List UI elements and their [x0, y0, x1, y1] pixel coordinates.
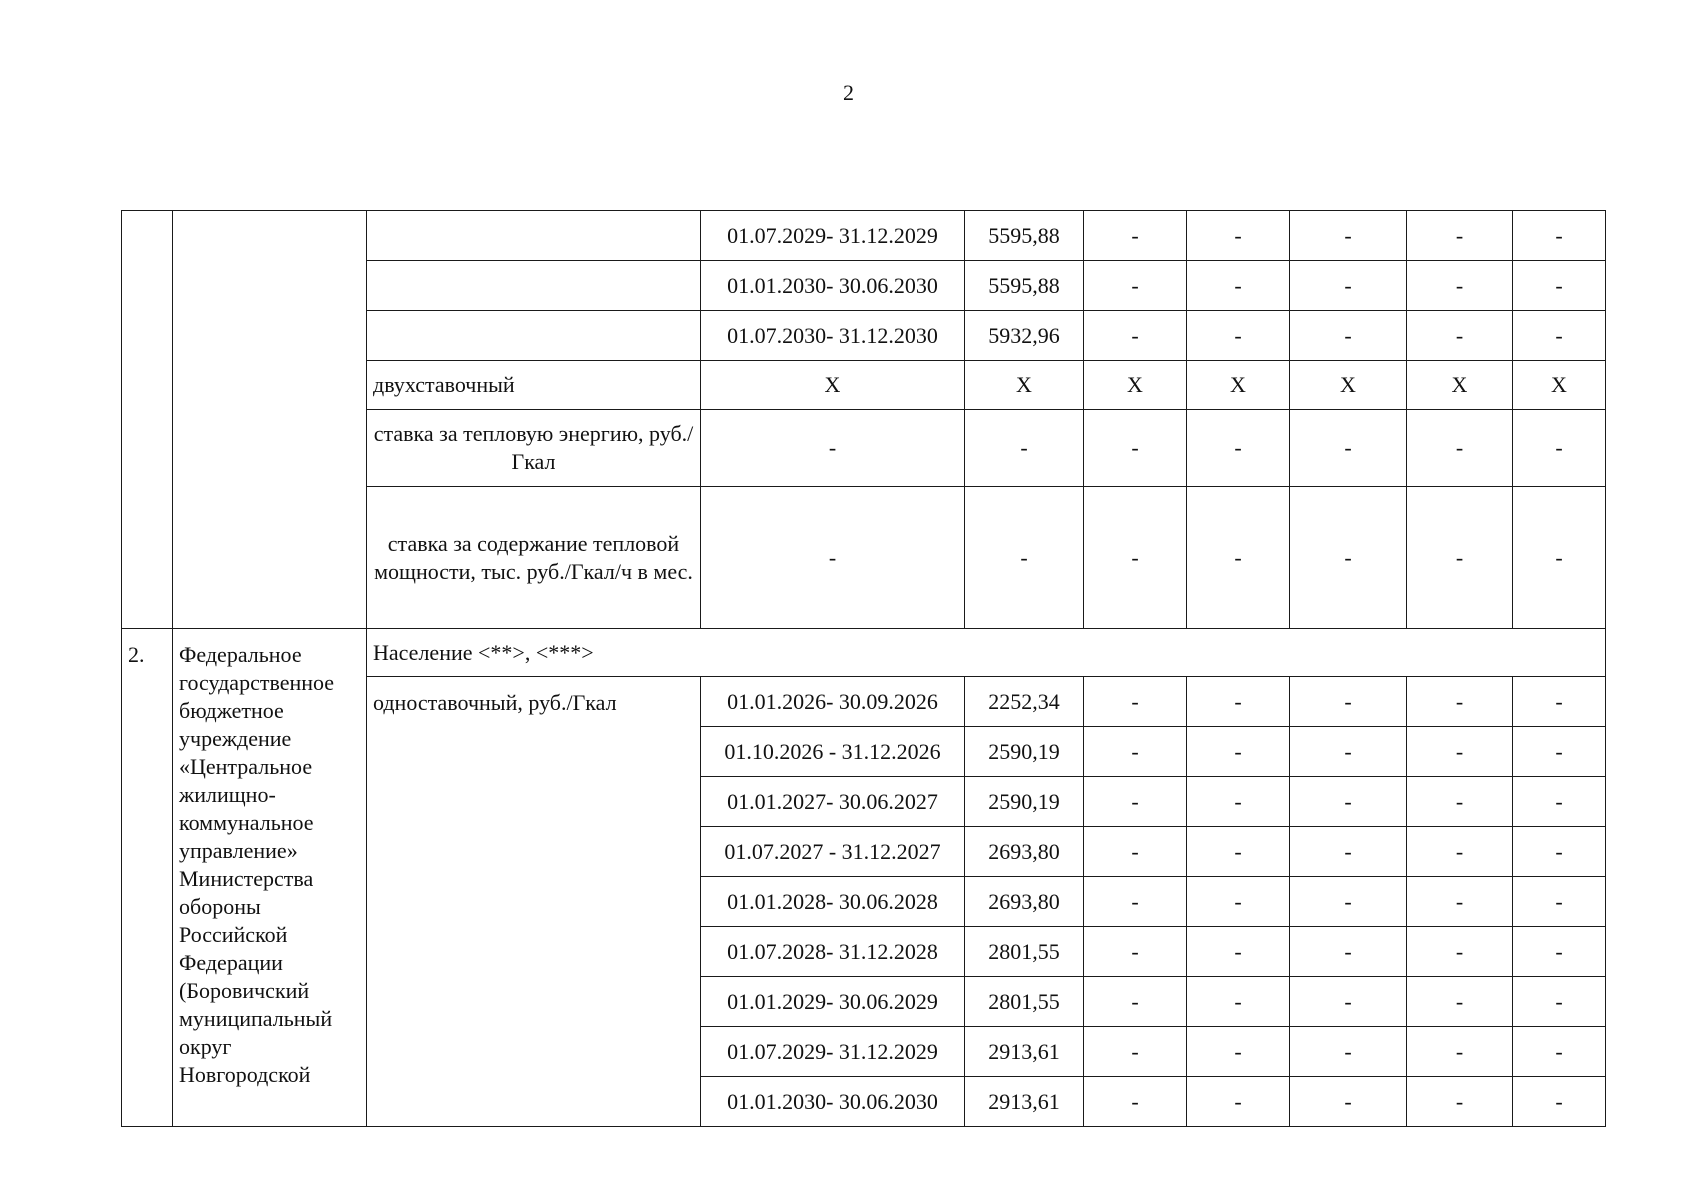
two-rate-label: двухставочный	[367, 361, 701, 410]
dash-cell: -	[1084, 410, 1187, 487]
dash-cell: -	[1513, 211, 1606, 261]
dash-cell: -	[1290, 261, 1407, 311]
dash-cell: -	[1187, 977, 1290, 1027]
x-cell: X	[1407, 361, 1513, 410]
period-cell: 01.10.2026 - 31.12.2026	[701, 727, 965, 777]
dash-cell: -	[1084, 827, 1187, 877]
dash-cell: -	[1407, 827, 1513, 877]
dash-cell: -	[1513, 410, 1606, 487]
number-cell	[122, 211, 173, 629]
dash-cell: -	[1513, 727, 1606, 777]
dash-cell: -	[1290, 777, 1407, 827]
dash-cell: -	[1084, 777, 1187, 827]
dash-cell: -	[1187, 211, 1290, 261]
dash-cell: -	[1187, 727, 1290, 777]
x-cell: X	[1187, 361, 1290, 410]
dash-cell: -	[1407, 877, 1513, 927]
value-cell: 2913,61	[965, 1027, 1084, 1077]
dash-cell: -	[1290, 927, 1407, 977]
dash-cell: -	[1513, 927, 1606, 977]
dash-cell: -	[1187, 927, 1290, 977]
dash-cell: -	[1084, 727, 1187, 777]
dash-cell: -	[1290, 1077, 1407, 1127]
dash-cell: -	[1407, 1027, 1513, 1077]
dash-cell: -	[1187, 1077, 1290, 1127]
period-cell: 01.07.2029- 31.12.2029	[701, 211, 965, 261]
value-cell: 2252,34	[965, 677, 1084, 727]
dash-cell: -	[1407, 261, 1513, 311]
dash-cell: -	[1513, 877, 1606, 927]
period-cell: 01.01.2030- 30.06.2030	[701, 1077, 965, 1127]
dash-cell: -	[1407, 1077, 1513, 1127]
dash-cell: -	[701, 410, 965, 487]
dash-cell: -	[1290, 311, 1407, 361]
dash-cell: -	[1084, 677, 1187, 727]
dash-cell: -	[1407, 677, 1513, 727]
dash-cell: -	[1084, 487, 1187, 629]
value-cell: 5932,96	[965, 311, 1084, 361]
dash-cell: -	[1407, 927, 1513, 977]
value-cell: 2693,80	[965, 827, 1084, 877]
dash-cell: -	[1084, 1077, 1187, 1127]
dash-cell: -	[1187, 827, 1290, 877]
value-cell: 2801,55	[965, 977, 1084, 1027]
dash-cell: -	[1407, 727, 1513, 777]
dash-cell: -	[1407, 487, 1513, 629]
dash-cell: -	[1187, 487, 1290, 629]
dash-cell: -	[1290, 727, 1407, 777]
period-cell: 01.01.2028- 30.06.2028	[701, 877, 965, 927]
period-cell: 01.01.2027- 30.06.2027	[701, 777, 965, 827]
dash-cell: -	[1084, 1027, 1187, 1077]
table-row	[122, 629, 1606, 677]
dash-cell: -	[1407, 410, 1513, 487]
dash-cell: -	[701, 487, 965, 629]
dash-cell: -	[1513, 261, 1606, 311]
capacity-rate-label: ставка за содержание тепловой мощности, тыс. руб./Гкал/ч в мес.	[367, 487, 701, 629]
dash-cell: -	[1084, 977, 1187, 1027]
period-cell: 01.07.2028- 31.12.2028	[701, 927, 965, 977]
energy-rate-label: ставка за тепловую энергию, руб./Гкал	[367, 410, 701, 487]
consumer-group-label: Население <**>, <***>	[367, 629, 1606, 677]
period-cell: 01.01.2029- 30.06.2029	[701, 977, 965, 1027]
dash-cell: -	[1290, 1027, 1407, 1077]
dash-cell: -	[1084, 877, 1187, 927]
period-cell: 01.01.2030- 30.06.2030	[701, 261, 965, 311]
value-cell: 2590,19	[965, 777, 1084, 827]
dash-cell: -	[1187, 777, 1290, 827]
value-cell: 5595,88	[965, 211, 1084, 261]
dash-cell: -	[1513, 311, 1606, 361]
x-cell: X	[1084, 361, 1187, 410]
dash-cell: -	[1290, 410, 1407, 487]
dash-cell: -	[1513, 487, 1606, 629]
tariff-type-label: одноставочный, руб./Гкал	[367, 677, 701, 1127]
dash-cell: -	[1407, 977, 1513, 1027]
dash-cell: -	[1407, 777, 1513, 827]
page-number: 2	[843, 80, 854, 105]
x-cell: X	[701, 361, 965, 410]
dash-cell: -	[1407, 211, 1513, 261]
dash-cell: -	[1290, 877, 1407, 927]
dash-cell: -	[1084, 211, 1187, 261]
organization-name: Федеральное государственное бюджетное учреждение «Центральное жилищно-коммунальное управление» Министерства обороны Российской Федерации (Боровичский муниципальный округ Новгородской	[173, 629, 367, 1127]
value-cell: 2913,61	[965, 1077, 1084, 1127]
tariff-table	[121, 210, 1606, 1127]
dash-cell: -	[1187, 410, 1290, 487]
section-number: 2.	[122, 629, 173, 1127]
dash-cell: -	[1513, 677, 1606, 727]
dash-cell: -	[1084, 261, 1187, 311]
dash-cell: -	[1187, 1027, 1290, 1077]
dash-cell: -	[1290, 487, 1407, 629]
label-cell	[367, 211, 701, 261]
dash-cell: -	[1290, 211, 1407, 261]
x-cell: X	[965, 361, 1084, 410]
value-cell: 5595,88	[965, 261, 1084, 311]
period-cell: 01.07.2027 - 31.12.2027	[701, 827, 965, 877]
x-cell: X	[1513, 361, 1606, 410]
dash-cell: -	[1084, 311, 1187, 361]
dash-cell: -	[965, 487, 1084, 629]
x-cell: X	[1290, 361, 1407, 410]
period-cell: 01.07.2030- 31.12.2030	[701, 311, 965, 361]
period-cell: 01.07.2029- 31.12.2029	[701, 1027, 965, 1077]
dash-cell: -	[1290, 977, 1407, 1027]
dash-cell: -	[965, 410, 1084, 487]
dash-cell: -	[1513, 827, 1606, 877]
dash-cell: -	[1084, 927, 1187, 977]
dash-cell: -	[1513, 1027, 1606, 1077]
dash-cell: -	[1187, 877, 1290, 927]
dash-cell: -	[1513, 1077, 1606, 1127]
dash-cell: -	[1513, 777, 1606, 827]
value-cell: 2693,80	[965, 877, 1084, 927]
period-cell: 01.01.2026- 30.09.2026	[701, 677, 965, 727]
value-cell: 2801,55	[965, 927, 1084, 977]
table-row	[122, 211, 1606, 261]
dash-cell: -	[1513, 977, 1606, 1027]
value-cell: 2590,19	[965, 727, 1084, 777]
label-cell	[367, 261, 701, 311]
dash-cell: -	[1407, 311, 1513, 361]
label-cell	[367, 311, 701, 361]
dash-cell: -	[1187, 311, 1290, 361]
dash-cell: -	[1187, 261, 1290, 311]
dash-cell: -	[1290, 677, 1407, 727]
dash-cell: -	[1290, 827, 1407, 877]
dash-cell: -	[1187, 677, 1290, 727]
organization-cell	[173, 211, 367, 629]
